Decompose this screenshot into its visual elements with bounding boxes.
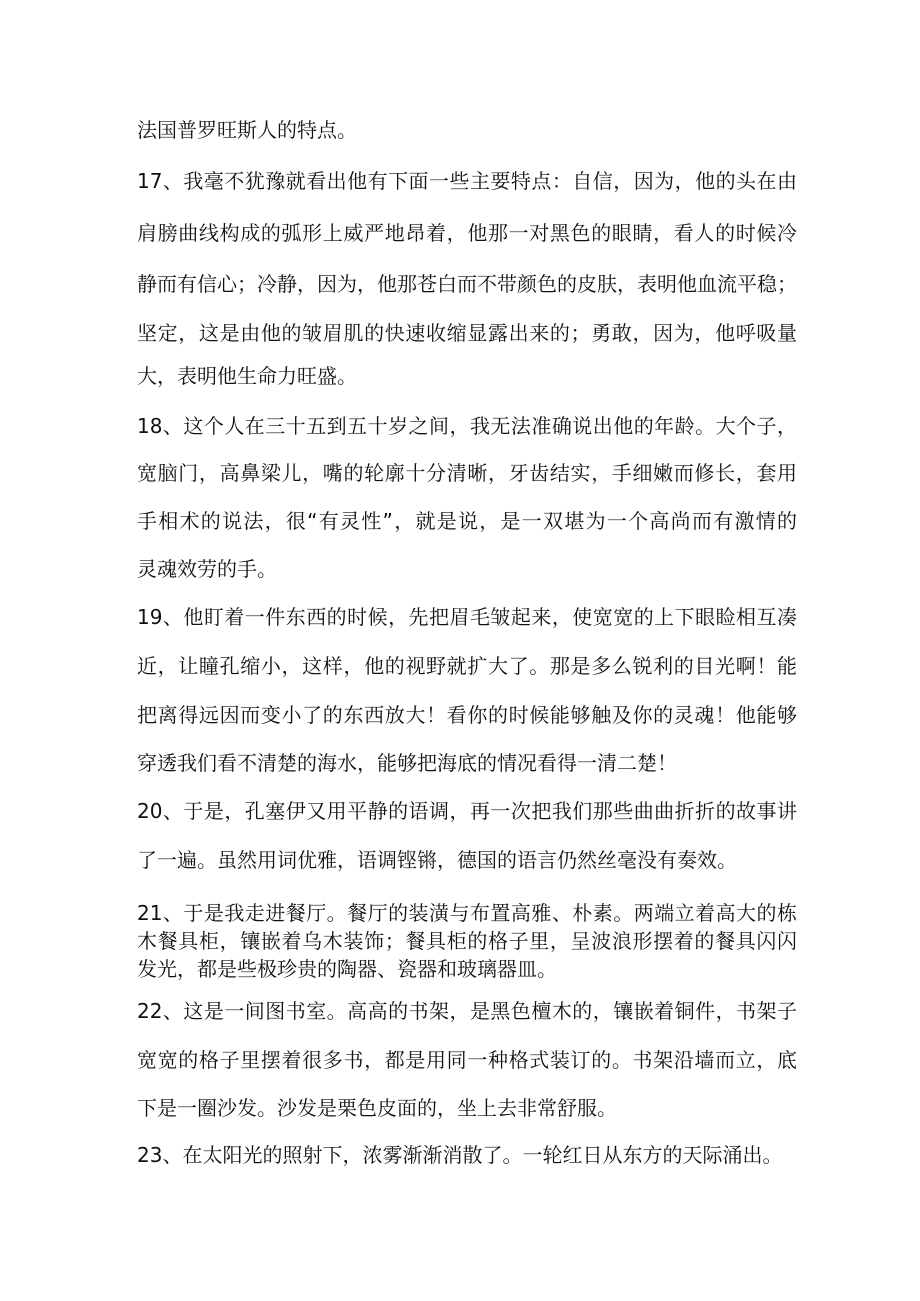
text-line: 23、在太阳光的照射下，浓雾渐渐消散了。一轮红日从东方的天际涌出。 xyxy=(137,1143,783,1167)
text-line: 发光，都是些极珍贵的陶器、瓷器和玻璃器皿。 xyxy=(137,957,557,981)
text-line: 17、我毫不犹豫就看出他有下面一些主要特点：自信，因为，他的头在由 xyxy=(137,169,797,193)
text-line: 静而有信心；冷静，因为，他那苍白而不带颜色的皮肤，表明他血流平稳； xyxy=(137,272,797,296)
text-line: 19、他盯着一件东西的时候，先把眉毛皱起来，使宽宽的上下眼睑相互凑 xyxy=(137,605,797,629)
text-line: 大，表明他生命力旺盛。 xyxy=(137,364,357,388)
text-line: 宽脑门，高鼻梁儿，嘴的轮廓十分清晰，牙齿结实，手细嫩而修长，套用 xyxy=(137,461,797,485)
text-line: 灵魂效劳的手。 xyxy=(137,557,277,581)
text-line: 下是一圈沙发。沙发是栗色皮面的，坐上去非常舒服。 xyxy=(137,1096,617,1120)
text-line: 坚定，这是由他的皱眉肌的快速收缩显露出来的；勇敢，因为，他呼吸量 xyxy=(137,321,797,345)
text-line: 20、于是，孔塞伊又用平静的语调，再一次把我们那些曲曲折折的故事讲 xyxy=(137,799,797,823)
text-line: 了一遍。虽然用词优雅，语调铿锵，德国的语言仍然丝毫没有奏效。 xyxy=(137,848,737,872)
text-line: 法国普罗旺斯人的特点。 xyxy=(137,118,357,142)
text-line: 把离得远因而变小了的东西放大！看你的时候能够触及你的灵魂！他能够 xyxy=(137,703,797,727)
text-line: 近，让瞳孔缩小，这样，他的视野就扩大了。那是多么锐利的目光啊！能 xyxy=(137,654,797,678)
text-line: 肩膀曲线构成的弧形上威严地昂着，他那一对黑色的眼睛，看人的时候冷 xyxy=(137,221,797,245)
text-line: 宽宽的格子里摆着很多书，都是用同一种格式装订的。书架沿墙而立，底 xyxy=(137,1048,797,1072)
text-line: 穿透我们看不清楚的海水，能够把海底的情况看得一清二楚！ xyxy=(137,751,677,775)
text-line: 木餐具柜，镶嵌着乌木装饰；餐具柜的格子里，呈波浪形摆着的餐具闪闪 xyxy=(137,929,797,953)
text-line: 手相术的说法，很“有灵性”，就是说，是一双堪为一个高尚而有激情的 xyxy=(137,509,797,533)
text-line: 21、于是我走进餐厅。餐厅的装潢与布置高雅、朴素。两端立着高大的栋 xyxy=(137,901,797,925)
text-line: 18、这个人在三十五到五十岁之间，我无法准确说出他的年龄。大个子， xyxy=(137,414,797,438)
text-line: 22、这是一间图书室。高高的书架，是黑色檀木的，镶嵌着铜件，书架子 xyxy=(137,999,797,1023)
